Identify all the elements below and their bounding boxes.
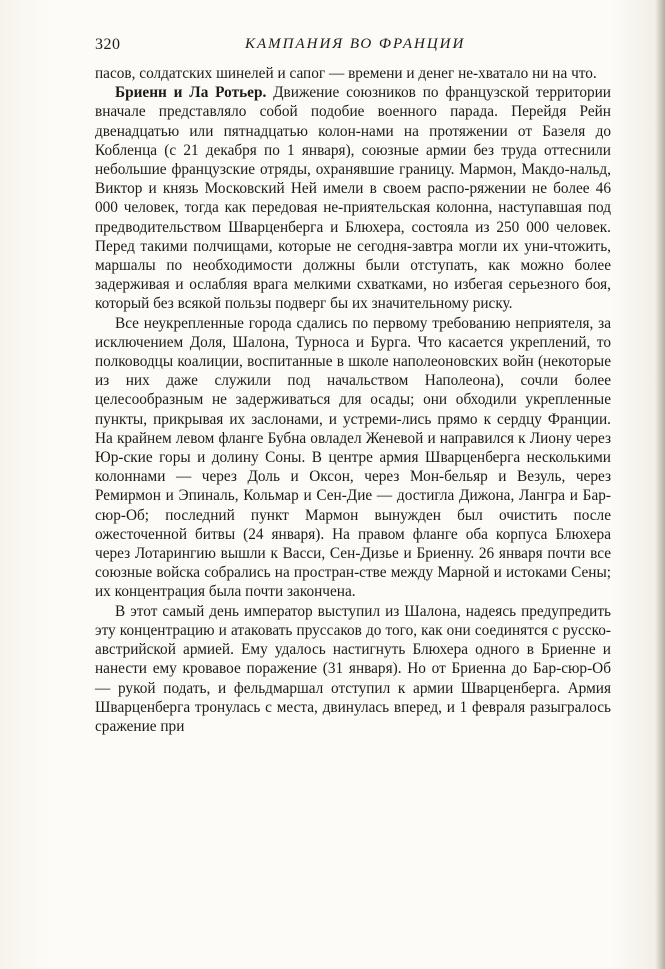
paragraph-text: пасов, солдатских шинелей и сапог — времени и денег не-хватало ни на что.: [95, 65, 597, 82]
paragraph-text: В этот самый день император выступил из Шалона, надеясь предупредить эту концентрацию и атаковать пруссаков до того, как они соединятся с русско-австрийской армией. Ему удалось настигнуть Блюхера одного в Бриенне и нанести ему кровавое поражение (31 января). Но от Бриенна до Бар-сюр-Об — рукой подать, и фельдмаршал отступил к армии Шварценберга. Армия Шварценберга тронулась с места, двинулась вперед, и 1 февраля разыгралось сражение при: [95, 602, 611, 735]
body-text: [95, 64, 611, 736]
paragraph-text: Движение союзников по французской территории вначале представляло собой подобие военного парада. Перейдя Рейн двенадцатью или пятнадцатью колон-нами на протяжении от Базеля до Кобленца (с 21 декабря по 1 января), союзные армии без труда оттеснили небольшие французские отряды, охранявшие границу. Мармон, Макдо-нальд, Виктор и князь Московский Ней имели в своем распо-ряжении не более 46 000 человек, тогда как передовая не-приятельская колонна, наступавшая под предводительством Шварценберга и Блюхера, состояла из 250 000 человек. Перед такими полчищами, которые не сегодня-завтра могли их уни-чтожить, маршалы по необходимости должны были отступать, как можно более задерживая и ослабляя врага мелкими схватками, но избегая серьезного боя, который без всякой пользы подверг бы их значительному риску.: [95, 84, 611, 313]
paragraph-continuation: [95, 64, 611, 83]
paragraph-emperor: [95, 602, 611, 736]
page-edge-shadow: [655, 0, 665, 969]
page-number: 320: [95, 36, 121, 53]
running-head: КАМПАНИЯ ВО ФРАНЦИИ: [245, 36, 466, 52]
paragraph-brienne: [95, 83, 611, 313]
section-lead: Бриенн и Ла Ротьер.: [115, 84, 267, 102]
paragraph-towns: [95, 314, 611, 602]
page-header: [95, 36, 615, 58]
paragraph-text: Все неукрепленные города сдались по первому требованию неприятеля, за исключением Доля, Шалона, Турноса и Бурга. Что касается укреплений, то полководцы коалиции, воспитанные в школе наполеоновских войн (некоторые из них даже служили под начальством Наполеона), сочли более целесообразным не задерживаться для осады; они обходили укрепленные пункты, прикрывая их заслонами, и устреми-лись прямо к сердцу Франции. На крайнем левом фланге Бубна овладел Женевой и направился к Лиону через Юр-ские горы и долину Соны. В центре армия Шварценберга несколькими колоннами — через Доль и Оксон, через Мон-бельяр и Везуль, через Ремирмон и Эпиналь, Кольмар и Сен-Дие — достигла Дижона, Лангра и Бар-сюр-Об; последний пункт Мармон вынужден был очистить после ожесточенной битвы (24 января). На правом фланге оба корпуса Блюхера через Лотарингию вышли к Васси, Сен-Дизье и Бриенну. 26 января почти все союзные войска собрались на простран-стве между Марной и истоками Сены; их концентрация была почти закончена.: [95, 314, 611, 601]
